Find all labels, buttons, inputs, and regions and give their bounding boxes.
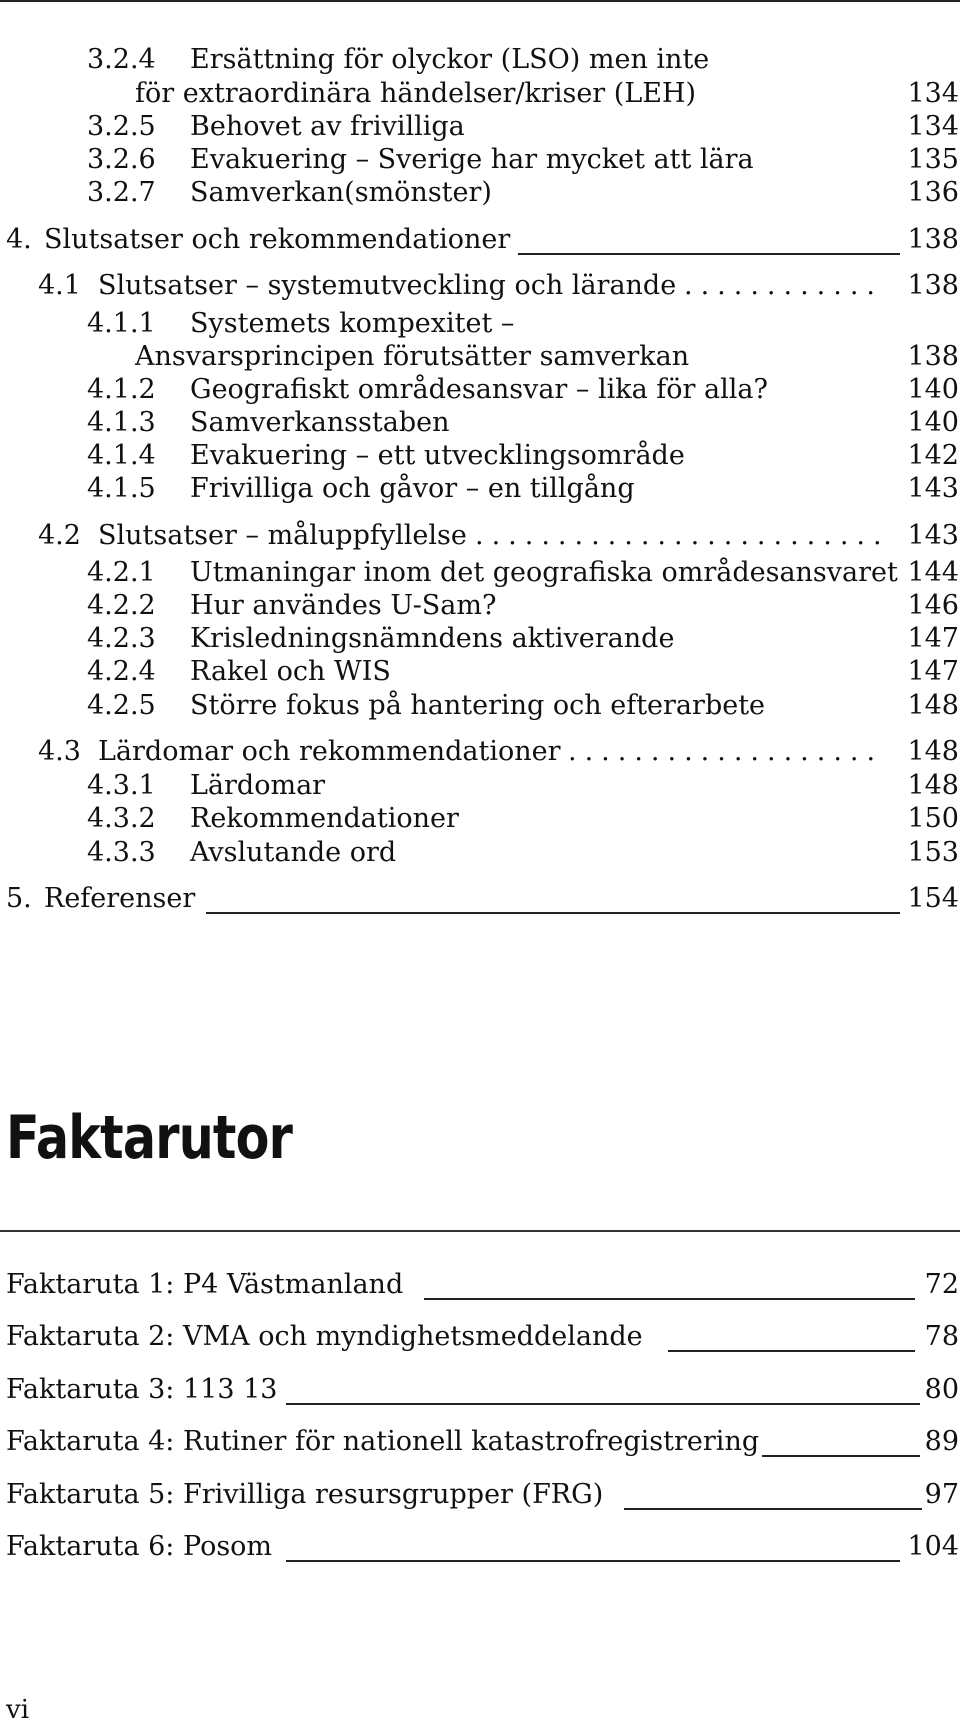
toc-entry-title: Frivilliga och gåvor – en tillgång bbox=[190, 473, 635, 504]
toc-entry[interactable] bbox=[0, 801, 960, 837]
toc-entry[interactable] bbox=[0, 518, 960, 554]
toc-entry-page: 148 bbox=[907, 736, 959, 767]
faktaruta-entry[interactable] bbox=[0, 1475, 960, 1515]
toc-entry[interactable] bbox=[0, 306, 960, 342]
toc-entry-page: 138 bbox=[907, 224, 959, 255]
toc-entry-page: 148 bbox=[907, 690, 959, 721]
toc-entry-number: 4.1.5 bbox=[87, 473, 156, 504]
toc-entry-number: 3.2.5 bbox=[87, 111, 156, 142]
toc-entry-title: Ersättning för olyckor (LSO) men inte bbox=[190, 44, 710, 75]
leader-line bbox=[424, 1298, 915, 1300]
faktaruta-title: Faktaruta 2: VMA och myndighetsmeddelande bbox=[6, 1321, 643, 1352]
toc-entry[interactable] bbox=[0, 42, 960, 78]
toc-entry[interactable] bbox=[0, 76, 960, 112]
toc-entry-title: Slutsatser och rekommendationer bbox=[44, 224, 511, 255]
toc-entry[interactable] bbox=[0, 109, 960, 145]
toc-entry[interactable] bbox=[0, 768, 960, 804]
toc-entry-page: 138 bbox=[907, 270, 959, 301]
toc-entry-page: 134 bbox=[907, 78, 959, 109]
toc-entry-number: 3.2.4 bbox=[87, 44, 156, 75]
toc-entry-page: 140 bbox=[907, 374, 959, 405]
faktaruta-page: 78 bbox=[924, 1321, 959, 1352]
leader-line bbox=[286, 1403, 920, 1405]
toc-entry[interactable] bbox=[0, 372, 960, 408]
toc-entry-number: 4.1.3 bbox=[87, 407, 156, 438]
toc-entry[interactable] bbox=[0, 588, 960, 624]
faktaruta-entry[interactable] bbox=[0, 1527, 960, 1567]
toc-entry-number: 3.2.7 bbox=[87, 177, 156, 208]
toc-entry-title: Behovet av frivilliga bbox=[190, 111, 465, 142]
toc-entry-page: 136 bbox=[907, 177, 959, 208]
toc-entry-number: 3.2.6 bbox=[87, 144, 156, 175]
leader-line bbox=[518, 253, 900, 255]
toc-entry-number: 4.2.4 bbox=[87, 656, 156, 687]
toc-entry[interactable] bbox=[0, 835, 960, 871]
toc-entry-page: 142 bbox=[907, 440, 959, 471]
toc-entry-page: 146 bbox=[907, 590, 959, 621]
toc-entry[interactable] bbox=[0, 471, 960, 507]
toc-entry-number: 4.3.1 bbox=[87, 770, 156, 801]
toc-entry-title: för extraordinära händelser/kriser (LEH) bbox=[135, 78, 697, 109]
toc-entry-number: 4.2.5 bbox=[87, 690, 156, 721]
faktaruta-title: Faktaruta 3: 113 13 bbox=[6, 1374, 278, 1405]
toc-entry-title: Samverkansstaben bbox=[190, 407, 450, 438]
toc-entry[interactable] bbox=[0, 688, 960, 724]
toc-entry-title: Geografiskt områdesansvar – lika för alla? bbox=[190, 374, 768, 405]
toc-entry-title: Slutsatser – måluppfyllelse bbox=[98, 520, 467, 551]
toc-entry-title: Utmaningar inom det geografiska områdesansvaret bbox=[190, 557, 898, 588]
toc-entry-page: 143 bbox=[907, 473, 959, 504]
toc-entry-number: 4.3 bbox=[38, 736, 81, 767]
toc-entry[interactable] bbox=[0, 438, 960, 474]
toc-entry-number: 4.1 bbox=[38, 270, 81, 301]
toc-entry-title: Hur användes U-Sam? bbox=[190, 590, 497, 621]
toc-entry-number: 4.2.3 bbox=[87, 623, 156, 654]
leader-line bbox=[206, 912, 900, 914]
toc-entry-number: 4.1.2 bbox=[87, 374, 156, 405]
toc-entry-title: Samverkan(smönster) bbox=[190, 177, 492, 208]
faktarutor-heading: Faktarutor bbox=[6, 1103, 293, 1173]
faktarutor-divider bbox=[0, 1230, 960, 1232]
toc-entry-title: Ansvarsprincipen förutsätter samverkan bbox=[135, 341, 690, 372]
toc-entry-title: Större fokus på hantering och efterarbete bbox=[190, 690, 766, 721]
toc-entry-title: Evakuering – Sverige har mycket att lära bbox=[190, 144, 754, 175]
toc-entry-number: 4.1.1 bbox=[87, 308, 156, 339]
dot-leader: ................... bbox=[568, 736, 884, 767]
toc-entry[interactable] bbox=[0, 555, 960, 591]
faktaruta-page: 80 bbox=[924, 1374, 959, 1405]
faktaruta-page: 72 bbox=[924, 1269, 959, 1300]
faktaruta-title: Faktaruta 6: Posom bbox=[6, 1531, 273, 1562]
toc-entry[interactable] bbox=[0, 621, 960, 657]
toc-entry-number: 4.3.2 bbox=[87, 803, 156, 834]
faktaruta-entry[interactable] bbox=[0, 1317, 960, 1357]
toc-entry-page: 153 bbox=[907, 837, 959, 868]
toc-entry[interactable] bbox=[0, 142, 960, 178]
toc-entry[interactable] bbox=[0, 339, 960, 375]
toc-entry-title: Krisledningsnämndens aktiverande bbox=[190, 623, 675, 654]
leader-line bbox=[762, 1455, 920, 1457]
toc-entry-number: 4.1.4 bbox=[87, 440, 156, 471]
faktaruta-page: 97 bbox=[924, 1479, 959, 1510]
toc-entry-number: 4.2.1 bbox=[87, 557, 156, 588]
toc-entry[interactable] bbox=[0, 881, 960, 917]
toc-entry-number: 4. bbox=[6, 224, 32, 255]
faktaruta-page: 89 bbox=[924, 1426, 959, 1457]
toc-entry-number: 4.2.2 bbox=[87, 590, 156, 621]
toc-entry-title: Lärdomar bbox=[190, 770, 326, 801]
toc-entry-page: 140 bbox=[907, 407, 959, 438]
toc-entry[interactable] bbox=[0, 268, 960, 304]
toc-entry-page: 144 bbox=[907, 557, 959, 588]
leader-line bbox=[286, 1560, 900, 1562]
dot-leader: ......................... bbox=[475, 520, 890, 551]
toc-entry-title: Rekommendationer bbox=[190, 803, 459, 834]
toc-entry-title: Lärdomar och rekommendationer bbox=[98, 736, 561, 767]
toc-entry[interactable] bbox=[0, 405, 960, 441]
faktaruta-title: Faktaruta 5: Frivilliga resursgrupper (FRG) bbox=[6, 1479, 604, 1510]
page-number: vi bbox=[6, 1695, 30, 1725]
toc-entry-page: 143 bbox=[907, 520, 959, 551]
leader-line bbox=[668, 1350, 915, 1352]
toc-entry[interactable] bbox=[0, 654, 960, 690]
toc-entry[interactable] bbox=[0, 734, 960, 770]
toc-entry-page: 154 bbox=[907, 883, 959, 914]
toc-entry-page: 135 bbox=[907, 144, 959, 175]
toc-entry-page: 147 bbox=[907, 623, 959, 654]
toc-entry-number: 5. bbox=[6, 883, 32, 914]
toc-entry-title: Referenser bbox=[44, 883, 196, 914]
toc-entry-number: 4.2 bbox=[38, 520, 81, 551]
faktaruta-entry[interactable] bbox=[0, 1370, 960, 1410]
toc-entry-page: 148 bbox=[907, 770, 959, 801]
faktaruta-page: 104 bbox=[907, 1531, 959, 1562]
dot-leader: ............ bbox=[684, 270, 883, 301]
toc-entry-page: 138 bbox=[907, 341, 959, 372]
toc-entry-title: Slutsatser – systemutveckling och lärande bbox=[98, 270, 677, 301]
toc-entry-number: 4.3.3 bbox=[87, 837, 156, 868]
toc-entry-page: 134 bbox=[907, 111, 959, 142]
toc-entry[interactable] bbox=[0, 222, 960, 258]
toc-entry-page: 147 bbox=[907, 656, 959, 687]
toc-entry-title: Avslutande ord bbox=[190, 837, 397, 868]
toc-entry-title: Rakel och WIS bbox=[190, 656, 391, 687]
faktaruta-entry[interactable] bbox=[0, 1422, 960, 1462]
faktaruta-entry[interactable] bbox=[0, 1265, 960, 1305]
toc-entry-title: Systemets kompexitet – bbox=[190, 308, 515, 339]
toc-entry-page: 150 bbox=[907, 803, 959, 834]
toc-entry-title: Evakuering – ett utvecklingsområde bbox=[190, 440, 685, 471]
faktaruta-title: Faktaruta 4: Rutiner för nationell katastrofregistrering bbox=[6, 1426, 760, 1457]
leader-line bbox=[624, 1508, 922, 1510]
toc-entry[interactable] bbox=[0, 175, 960, 211]
faktaruta-title: Faktaruta 1: P4 Västmanland bbox=[6, 1269, 404, 1300]
